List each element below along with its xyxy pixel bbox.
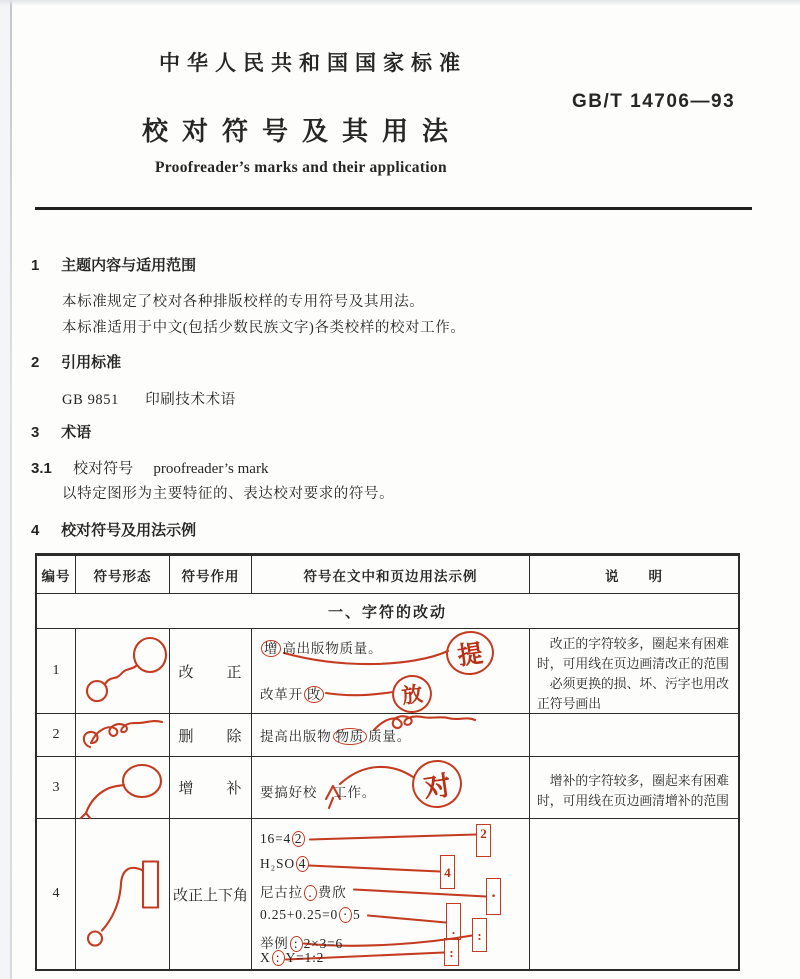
section-3-1-para: 以特定图形为主要特征的、表达校对要求的符号。 — [62, 486, 395, 502]
col-header-number: 编号 — [37, 556, 76, 594]
circled-char: 攺 — [304, 686, 324, 703]
explanation-para: 改正的字符较多，圈起来有困难时，可用线在页边画清改正的范围 — [537, 637, 729, 671]
symbol-shape-cell — [76, 757, 170, 819]
usage-example-cell — [252, 714, 530, 757]
correction-mark-symbol — [76, 629, 169, 713]
circled-char: : — [272, 950, 285, 966]
scan-top-edge — [0, 0, 800, 6]
symbol-function: 删 除 — [170, 714, 252, 757]
example-line: H₂SO 4 — [260, 856, 310, 872]
section-2-heading — [31, 351, 121, 372]
margin-correction-box: : — [444, 938, 459, 966]
circled-char: : — [290, 936, 303, 952]
handwritten-correction: 对 — [409, 757, 465, 811]
example-line: 要搞好校 工作。 — [260, 785, 377, 800]
corner-correction-mark-symbol — [76, 819, 169, 969]
col-header-explanation: 说 明 — [530, 556, 738, 594]
symbol-function: 改正上下角 — [170, 819, 252, 969]
circled-char: 2 — [292, 831, 305, 847]
circled-char: . — [304, 885, 317, 901]
row-number: 4 — [37, 819, 76, 969]
handwritten-correction: 放 — [390, 672, 435, 715]
term-en: proofreader’s mark — [153, 461, 269, 477]
circled-chars: 物质 — [333, 728, 368, 745]
doc-title: 校对符号及其用法 — [142, 116, 463, 146]
explanation-para: 必须更换的损、坏、污字也用改正符号画出 — [537, 677, 729, 711]
margin-correction-box: . — [446, 903, 461, 940]
explanation-cell — [530, 714, 738, 757]
section-4-heading — [31, 519, 196, 540]
example-line: 提高出版物 物质 质量。 — [260, 729, 412, 744]
margin-correction-box: 2 — [476, 824, 491, 857]
section-title: 引用标准 — [61, 354, 122, 371]
example-line: 改革开 攺 — [260, 683, 325, 703]
circled-char: 增 — [261, 640, 281, 657]
symbol-shape-cell — [76, 714, 170, 757]
margin-correction-box: · — [486, 878, 501, 915]
symbol-shape-cell — [76, 819, 170, 969]
row-number: 1 — [37, 629, 76, 714]
col-header-usage-example: 符号在文中和页边用法示例 — [252, 556, 530, 594]
section-number: 1 — [31, 257, 40, 274]
margin-correction-box: : — [472, 918, 487, 952]
org-title: 中华人民共和国国家标准 — [159, 52, 467, 75]
section-3-heading — [31, 421, 91, 442]
term-zh: 校对符号 — [73, 461, 134, 477]
section-1-heading — [31, 254, 196, 275]
col-header-symbol-function: 符号作用 — [170, 556, 252, 594]
section-number: 3.1 — [31, 460, 52, 477]
explanation-cell — [530, 629, 738, 714]
reference-title: 印刷技术术语 — [145, 392, 236, 408]
section-title: 校对符号及用法示例 — [61, 522, 197, 539]
section-2-reference — [62, 388, 236, 409]
margin-correction-box: 4 — [440, 855, 455, 889]
section-number: 4 — [31, 522, 40, 539]
delete-mark-symbol — [76, 714, 169, 756]
example-line: 举例 : 2×3=6 — [260, 936, 344, 951]
explanation-para: 增补的字符较多，圈起来有困难时，可用线在页边画清增补的范围 — [537, 774, 729, 808]
example-line: 尼古拉 . 费欣 — [260, 885, 347, 900]
example-line: X : Y=1:2 — [260, 950, 325, 965]
symbol-function: 增 补 — [170, 757, 252, 819]
example-line: 16=4 2 — [260, 831, 306, 847]
section-title: 术语 — [61, 424, 92, 441]
col-header-symbol-shape: 符号形态 — [76, 556, 170, 594]
insert-mark-symbol — [76, 757, 169, 818]
section-number: 3 — [31, 424, 40, 441]
symbol-function: 改 正 — [170, 629, 252, 714]
section-title: 主题内容与适用范围 — [61, 257, 197, 274]
section-1-para-1: 本标准规定了校对各种排版校样的专用符号及其用法。 — [62, 294, 425, 310]
section-3-1-heading — [31, 457, 268, 478]
handwritten-correction: 提 — [443, 628, 497, 678]
explanation-cell — [530, 819, 738, 969]
circled-char: · — [339, 907, 352, 923]
row-number: 2 — [37, 714, 76, 757]
example-line: 增 高出版物质量。 — [260, 637, 382, 657]
example-line: 0.25+0.25=0 · 5 — [260, 907, 361, 922]
group-title-character-changes: 一、字符的改动 — [37, 594, 738, 629]
row-number: 3 — [37, 757, 76, 819]
section-1-para-2: 本标准适用于中文(包括少数民族文字)各类校样的校对工作。 — [62, 320, 466, 336]
explanation-cell — [530, 757, 738, 819]
scan-left-edge — [0, 0, 10, 979]
scan-fold-line — [10, 0, 12, 979]
proofreader-marks-table — [35, 553, 740, 971]
usage-example-cell — [252, 757, 530, 819]
usage-example-cell — [252, 819, 530, 969]
circled-char: 4 — [296, 856, 309, 872]
standard-number: GB/T 14706—93 — [572, 91, 736, 112]
symbol-shape-cell — [76, 629, 170, 714]
doc-title-en: Proofreader’s marks and their application — [155, 159, 447, 176]
reference-number: GB 9851 — [62, 392, 119, 408]
header-rule — [35, 207, 752, 210]
usage-example-cell — [252, 629, 530, 714]
section-number: 2 — [31, 354, 40, 371]
